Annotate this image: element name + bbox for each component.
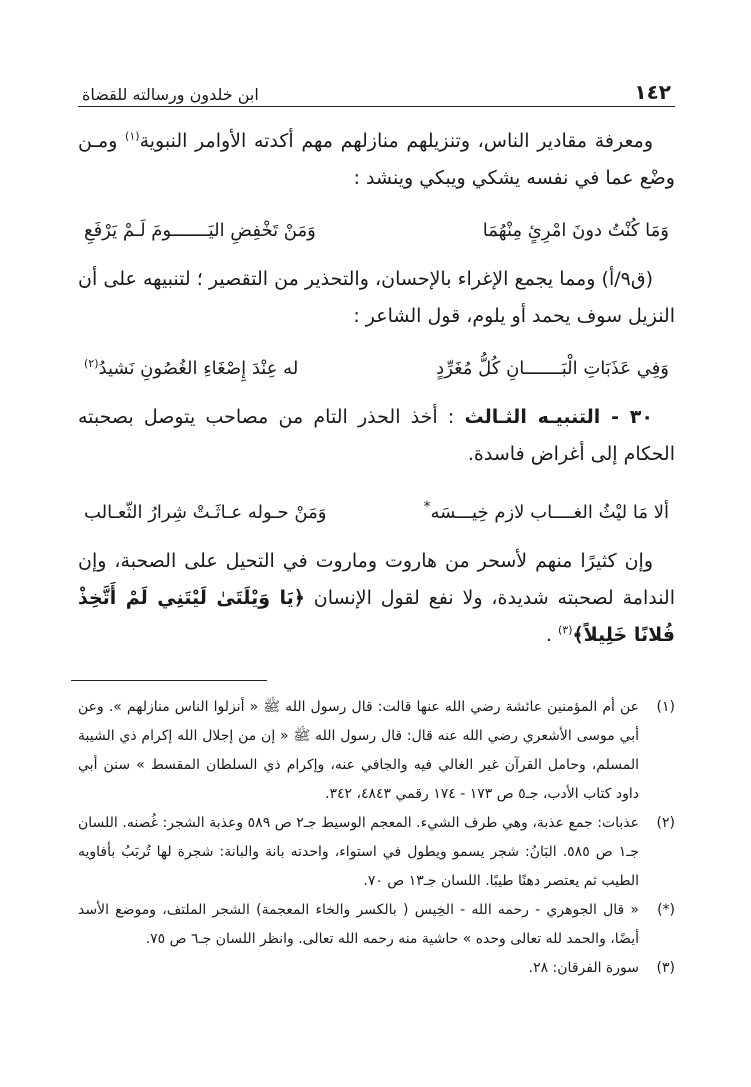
footnote-marker: (٢) bbox=[656, 815, 675, 831]
verse-3-first-hemistich: ألا مَا ليْثُ الغــــاب لازم خِيـــسَه* bbox=[423, 499, 669, 523]
book-page bbox=[78, 70, 675, 983]
verse-3 bbox=[84, 491, 669, 529]
paragraph-4: وإن كثيرًا منهم لأسحر من هاروت وماروت في التحيل على الصحبة، وإن الندامة لصحبته شديدة، ولا نفع لقول الإنسان ﴿يَا وَيْلَتَىٰ لَيْتَنِي لَمْ أَتَّخِذْ فُلانًا خَلِيلاً﴾$^{(٣)}$ . bbox=[78, 550, 675, 646]
footnote-ref-3: (٣) bbox=[557, 623, 573, 637]
footnote-text: سورة الفرقان: ٢٨. bbox=[528, 960, 639, 976]
footnote-ref-2: (٢) bbox=[84, 357, 99, 370]
paragraph-1: ومعرفة مقادير الناس، وتنزيلهم منازلهم مهم أكدته الأوامر النبوية$^{(١)}$ ومـن وضْع عما في نفسه يشكي ويبكي وينشد : bbox=[78, 129, 675, 189]
footnote-text: عذبات: جمع عذبة، وهي طرف الشيء. المعجم الوسيط جـ٢ ص ٥٨٩ وعذبة الشجر: غُصنه. اللسان جـ١ ص ٥٨٥. البَانُ: شجر يسمو ويطول في استواء، واحدته بانة والبانة: شجرة لها تُربَبُ بأفاويه الطيب ثم يعتصر دهنًا طيبًا. اللسان جـ١٣ ص ٧٠. bbox=[78, 815, 640, 889]
verse-1-second-hemistich: وَمَنْ تَخْفِضِ اليَـــــــومَ لَـمْ يَرْفَعِ bbox=[84, 220, 316, 241]
asterisk-note-ref: * bbox=[423, 499, 431, 515]
footnote-2 bbox=[78, 809, 675, 896]
footnote-separator bbox=[78, 680, 675, 681]
running-title: ابن خلدون ورسالته للقضاة bbox=[82, 85, 259, 104]
footnotes bbox=[78, 693, 675, 983]
verse-3-second-hemistich: وَمَنْ حـوله عـاثَـتْ شِرارُ الثّعـالب bbox=[84, 502, 327, 523]
verse-2-second-hemistich: له عِنْدَ إِصْغَاءِ الغُصُونِ نَشيدُ$^{(٢)}$ bbox=[84, 357, 299, 379]
quran-quote: ﴿يَا وَيْلَتَىٰ لَيْتَنِي لَمْ أَتَّخِذْ فُلانًا خَلِيلاً﴾ bbox=[78, 587, 675, 646]
footnote-1 bbox=[78, 693, 675, 809]
page-number: ١٤٢ bbox=[634, 80, 671, 104]
paragraph-3: ٣٠ - التنبيـه الثـالث : أخذ الحذر التام من مصاحب يتوصل بصحبته الحكام إلى أغراض فاسدة. bbox=[78, 406, 675, 465]
footnote-marker: (١) bbox=[656, 699, 675, 715]
verse-2-first-hemistich: وَفِي عَذَبَاتِ الْبَـــــــانِ كُلُّ مُغَرِّدٍ bbox=[436, 358, 669, 379]
verse-1-first-hemistich: وَمَا كُنْتُ دونَ امْرِئٍ مِنْهُمَا bbox=[482, 220, 669, 241]
footnote-star bbox=[78, 896, 675, 954]
verse-2 bbox=[84, 353, 669, 385]
main-text bbox=[78, 123, 675, 654]
paragraph-2: (ق٩/أ) ومما يجمع الإغراء بالإحسان، والتحذير من التقصير ؛ لتنبيهه على أن النزيل سوف يحمد أو يلوم، قول الشاعر : bbox=[78, 268, 675, 327]
section-label: ٣٠ - التنبيـه الثـالث bbox=[464, 406, 653, 428]
footnote-3 bbox=[78, 954, 675, 983]
footnote-ref-1: (١) bbox=[125, 129, 140, 143]
page-header bbox=[78, 70, 675, 107]
footnote-text: عن أم المؤمنين عائشة رضي الله عنها قالت: قال رسول الله ﷺ « أنزلوا الناس منازلهم ». وعن أبي موسى الأشعري رضي الله عنه قال: قال رسول الله ﷺ « إن من إجلال الله إكرام ذي الشيبة المسلم، وحامل القرآن غير الغالي فيه والجافي عنه، وإكرام ذي السلطان المقسط » سنن أبي داود كتاب الأدب، جـ٥ ص ١٧٣ - ١٧٤ رقمي ٤٨٤٣، ٣٤٢. bbox=[78, 699, 639, 802]
footnote-marker: (٣) bbox=[656, 960, 675, 976]
verse-1 bbox=[84, 215, 669, 247]
footnote-text: « قال الجوهري - رحمه الله - الخِيس ( بالكسر والخاء المعجمة) الشجر الملتف، وموضع الأسد أيضًا، والحمد لله تعالى وحده » حاشية منه رحمه الله تعالى. وانظر اللسان جـ٦ ص ٧٥. bbox=[78, 902, 639, 947]
footnote-marker: (*) bbox=[657, 902, 675, 918]
